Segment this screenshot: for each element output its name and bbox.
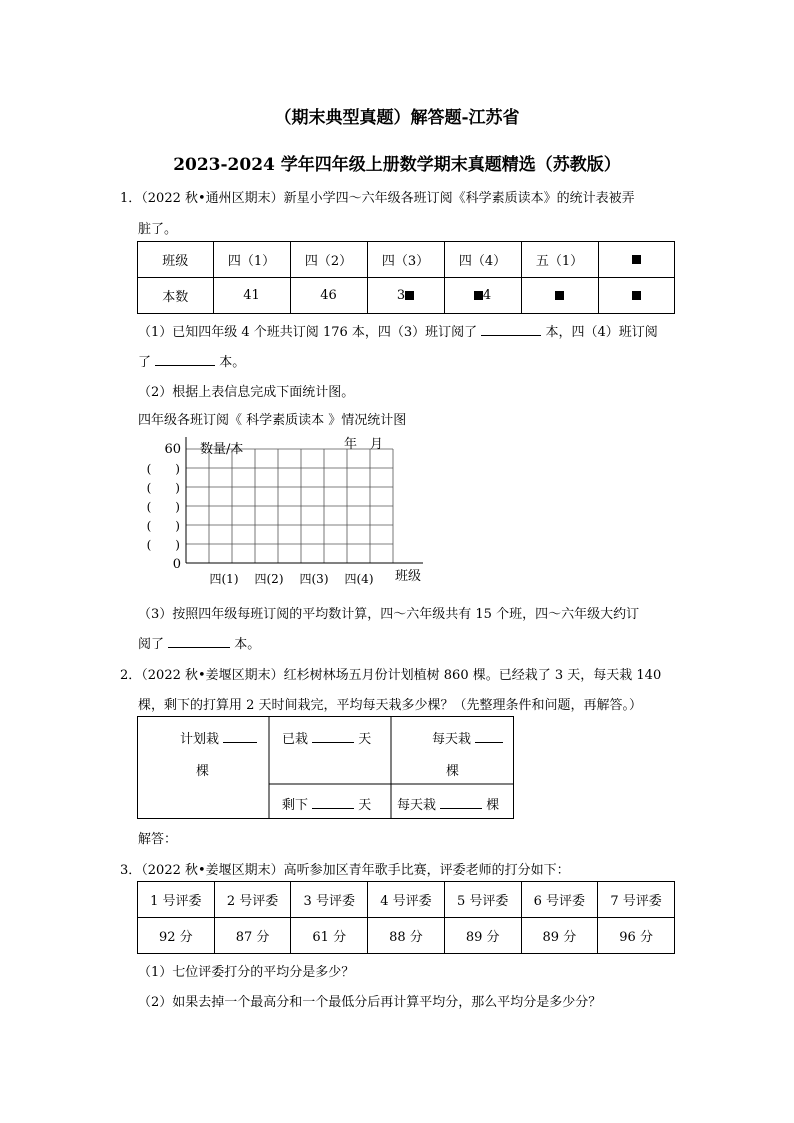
q1-table (137, 241, 675, 314)
answer-blank[interactable] (312, 796, 354, 809)
q1-header-cell: 五（1） (521, 242, 598, 278)
q1-value-cell-masked (598, 278, 674, 314)
page-subtitle: 2023-2024 学年四年级上册数学期末真题精选（苏教版） (173, 155, 621, 175)
q1-header-cell: 四（4） (444, 242, 521, 278)
q2-plan-cell: 计划栽 (180, 728, 257, 747)
q1-table-header-row (138, 242, 675, 278)
q2-daily-unit: 棵 (446, 764, 460, 779)
x-tick-label: 四(2) (254, 572, 284, 586)
q3-text: 3．（2022 秋•姜堰区期末）高听参加区青年歌手比赛，评委老师的打分如下： (120, 863, 570, 878)
q1-header-cell: 四（2） (290, 242, 367, 278)
answer-blank[interactable] (223, 730, 257, 743)
ink-blot-icon (405, 291, 414, 300)
q3-sub1: （1）七位评委打分的平均分是多少？ (138, 965, 355, 980)
q3-score-table (137, 881, 675, 954)
q2-done-cell: 已栽 天 (282, 732, 372, 747)
answer-blank[interactable] (440, 796, 482, 809)
answer-blank[interactable] (481, 323, 541, 336)
y-tick-label: 0 (172, 557, 181, 572)
chart-grid (186, 449, 393, 563)
q3-judge-cell: 3 号评委 (291, 882, 368, 918)
x-tick-label: 四(3) (299, 572, 329, 586)
q1-table-value-row (138, 278, 675, 314)
q1-sub1-line1: （1）已知四年级 4 个班共订阅 176 本，四（3）班订阅了 本，四（4）班订阅 (138, 325, 658, 340)
answer-blank[interactable] (168, 635, 230, 648)
ink-blot-icon (632, 255, 641, 264)
q2-avg-cell: 每天栽 棵 (397, 798, 500, 813)
q3-judge-cell: 1 号评委 (138, 882, 215, 918)
q3-score-cell: 96 分 (598, 918, 675, 954)
y-tick-blank: ( ) (146, 462, 180, 476)
q1-sub3-line2: 阅了 本。 (138, 637, 261, 652)
y-axis-label: 数量/本 (200, 442, 244, 457)
y-tick-label: 60 (164, 442, 181, 457)
q1-header-cell: 四（1） (213, 242, 290, 278)
q1-sub3-line1: （3）按照四年级每班订阅的平均数计算，四～六年级共有 15 个班，四～六年级大约订 (138, 607, 640, 622)
page-title: （期末典型真题）解答题-江苏省 (274, 108, 520, 128)
q3-score-cell: 92 分 (138, 918, 215, 954)
ink-blot-icon (632, 291, 641, 300)
y-tick-blank: ( ) (146, 500, 180, 514)
q2-text-line2: 棵，剩下的打算用 2 天时间栽完，平均每天栽多少棵？（先整理条件和问题，再解答。） (138, 698, 643, 713)
chart-date-label: 年 月 (344, 437, 384, 452)
q1-sub1-line2: 了 本。 (138, 355, 246, 370)
q3-judge-cell: 7 号评委 (598, 882, 675, 918)
q3-sub2: （2）如果去掉一个最高分和一个最低分后再计算平均分，那么平均分是多少分？ (138, 995, 602, 1010)
q2-answer-label: 解答： (138, 832, 178, 847)
q3-judge-cell: 6 号评委 (521, 882, 598, 918)
q1-text-line1: 1．（2022 秋•通州区期末）新星小学四～六年级各班订阅《科学素质读本》的统计表被弄 (120, 191, 635, 206)
q1-header-cell: 四（3） (367, 242, 444, 278)
ink-blot-icon (555, 291, 564, 300)
y-tick-blank: ( ) (146, 519, 180, 533)
q3-score-cell: 87 分 (214, 918, 291, 954)
q3-score-cell: 89 分 (521, 918, 598, 954)
x-axis-label: 班级 (395, 569, 422, 584)
q3-judge-cell: 2 号评委 (214, 882, 291, 918)
q3-score-cell: 89 分 (444, 918, 521, 954)
q1-value-cell-masked: 4 (444, 278, 521, 314)
answer-blank[interactable] (155, 353, 215, 366)
q3-score-cell: 88 分 (368, 918, 445, 954)
q3-judge-cell: 4 号评委 (368, 882, 445, 918)
q3-score-row (138, 918, 675, 954)
y-tick-blank: ( ) (146, 481, 180, 495)
x-tick-label: 四(1) (209, 572, 239, 586)
answer-blank[interactable] (475, 730, 503, 743)
y-tick-blank: ( ) (146, 538, 180, 552)
q1-header-cell-masked (598, 242, 674, 278)
q2-rest-cell: 剩下 天 (282, 798, 372, 813)
q1-text-line2: 脏了。 (138, 222, 178, 237)
q2-plan-unit: 棵 (196, 764, 210, 779)
chart-title: 四年级各班订阅《 科学素质读本 》情况统计图 (138, 413, 407, 428)
q1-value-cell: 41 (213, 278, 290, 314)
q2-text-line1: 2．（2022 秋•姜堰区期末）红杉树林场五月份计划植树 860 棵。已经栽了 3 天，每天栽 140 (120, 668, 662, 683)
q1-value-cell-masked (521, 278, 598, 314)
answer-blank[interactable] (312, 730, 354, 743)
q1-header-cell: 班级 (138, 242, 214, 278)
bar-chart (140, 432, 440, 592)
q3-score-cell: 61 分 (291, 918, 368, 954)
q3-judge-cell: 5 号评委 (444, 882, 521, 918)
q1-value-cell-masked: 3 (367, 278, 444, 314)
q1-row-label: 本数 (138, 278, 214, 314)
q1-sub2: （2）根据上表信息完成下面统计图。 (138, 385, 355, 400)
q3-judge-row (138, 882, 675, 918)
q2-daily-cell: 每天栽 (432, 728, 503, 747)
x-tick-label: 四(4) (344, 572, 374, 586)
q1-value-cell: 46 (290, 278, 367, 314)
ink-blot-icon (474, 291, 483, 300)
